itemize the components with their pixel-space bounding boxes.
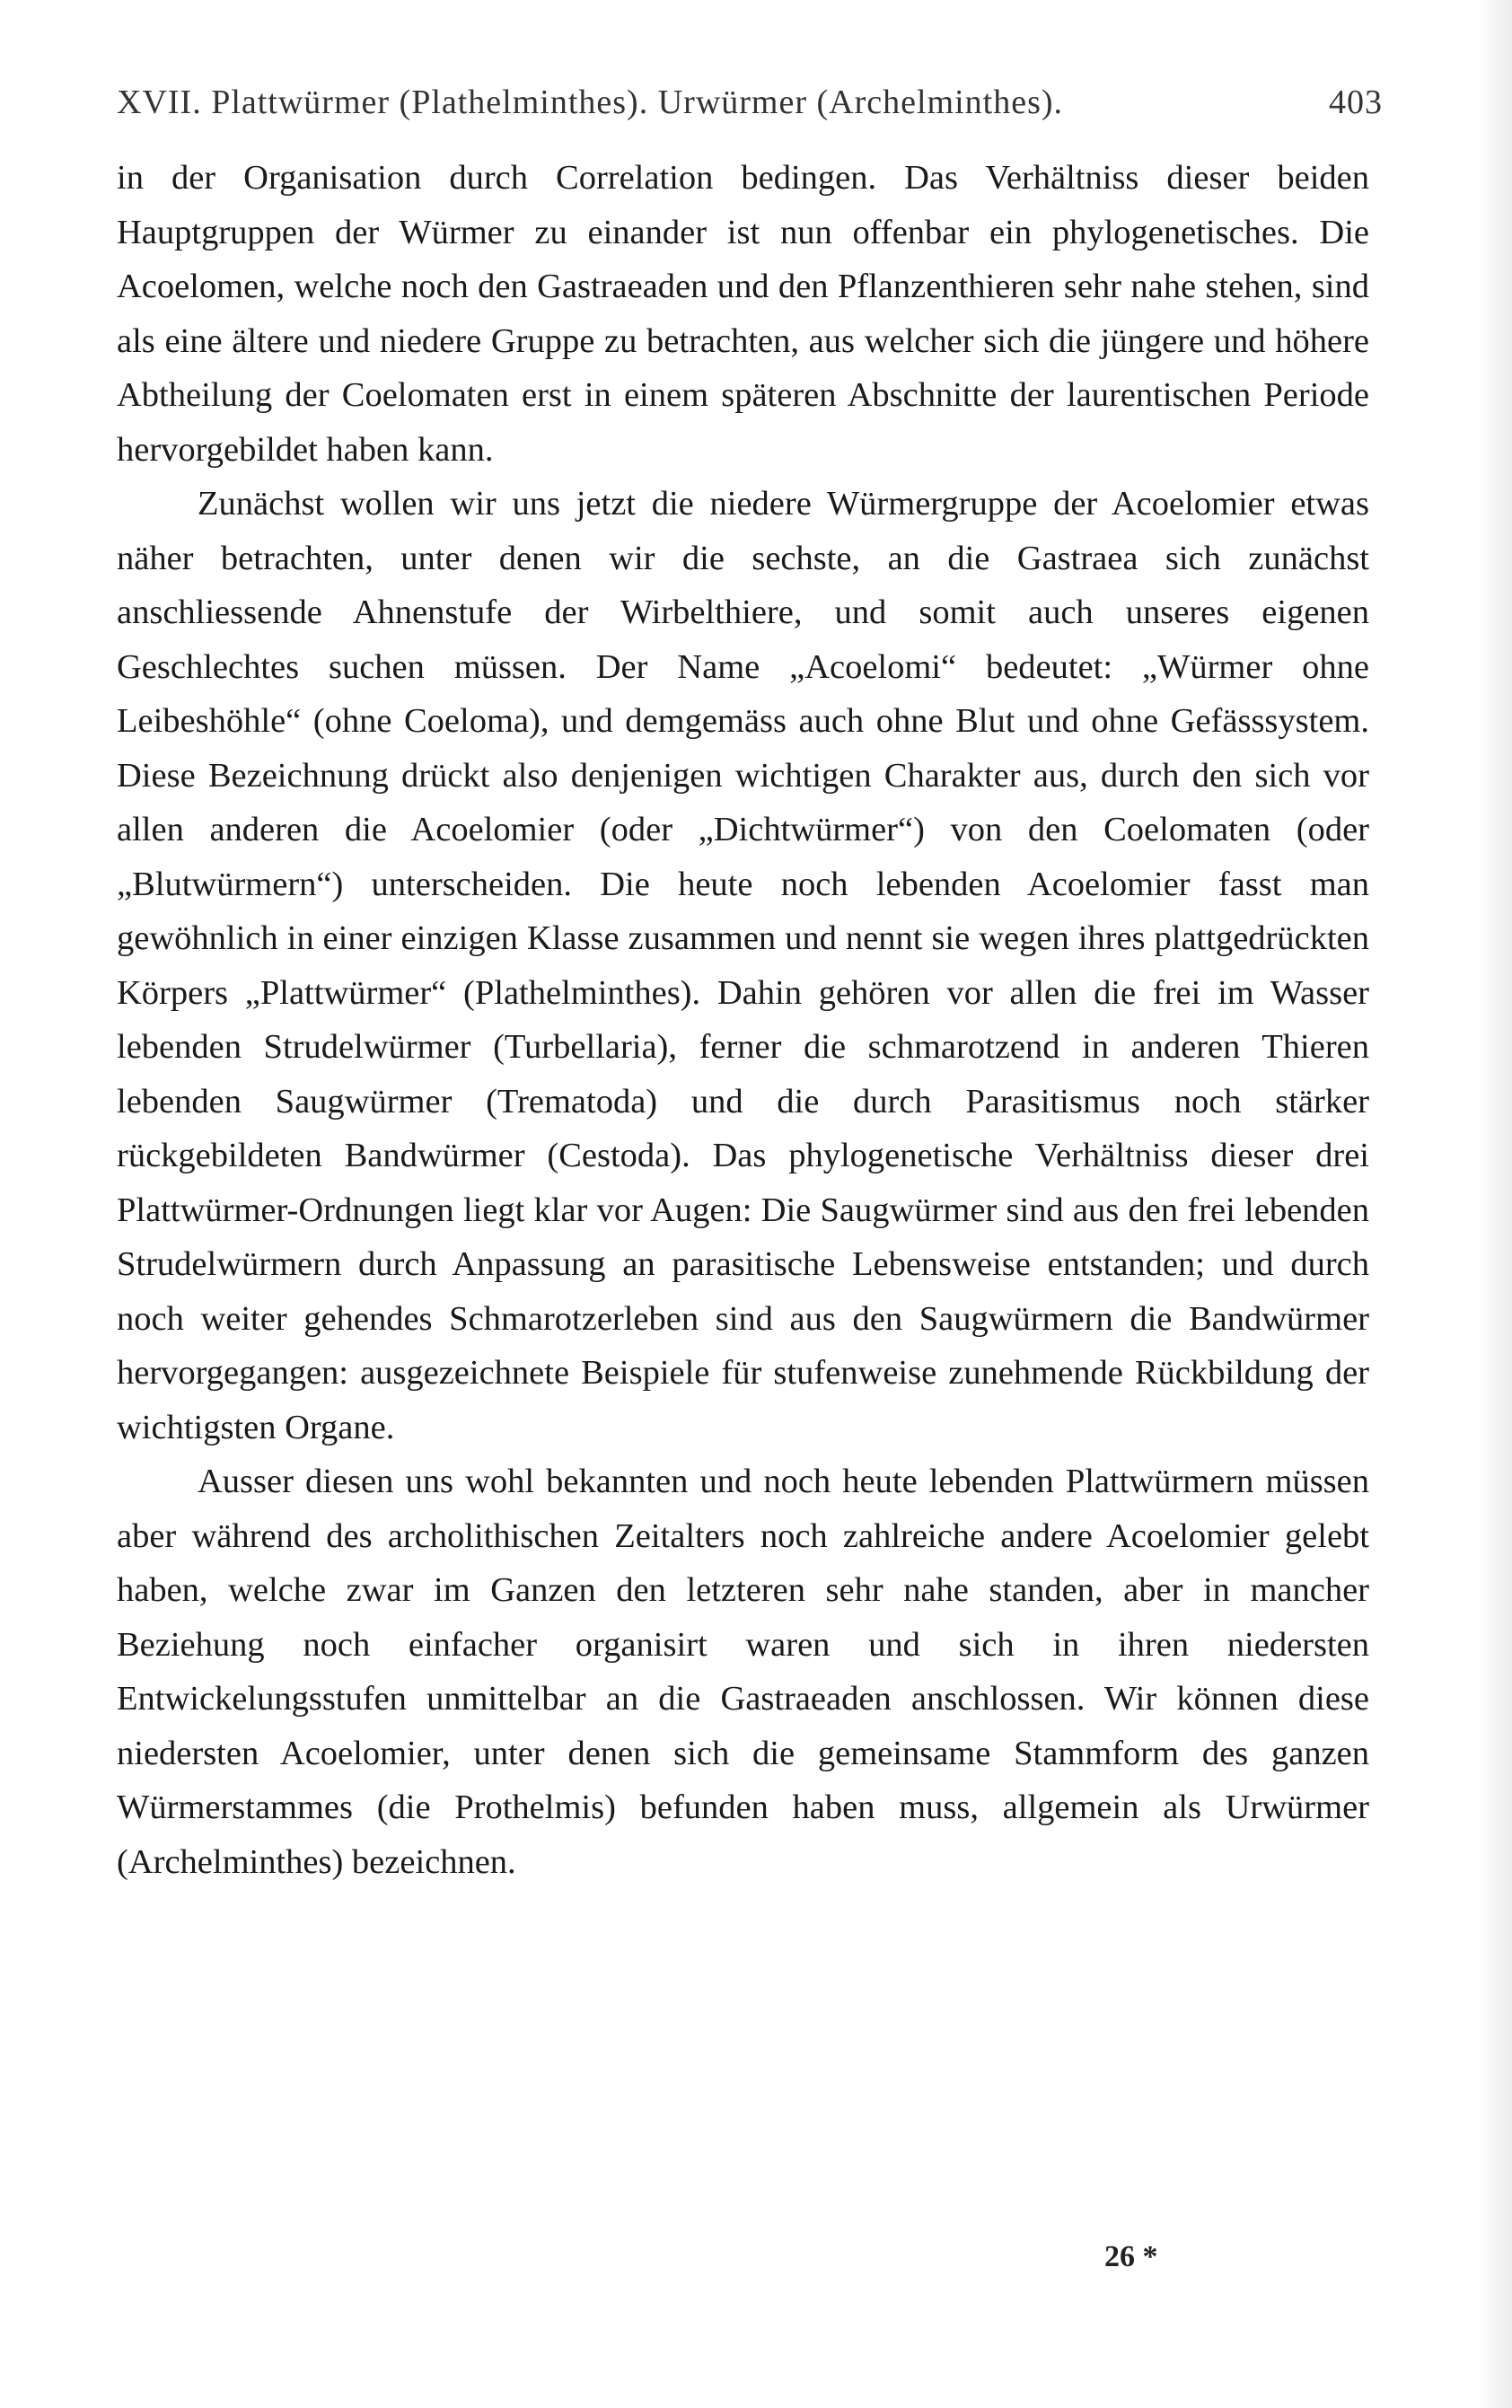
signature-mark: 26 * xyxy=(1104,2240,1158,2273)
running-head xyxy=(117,83,1383,136)
paragraph-2: Zunächst wollen wir uns jetzt die niedere Würmergruppe der Acoelomier etwas näher betrachten, unter denen wir die sechste, an die Gastraea sich zunächst anschliessende Ahnenstufe der Wirbelthiere, und somit auch unseres eigenen Geschlechtes suchen müssen. Der Name „Acoelomi“ bedeutet: „Würmer ohne Leibeshöhle“ (ohne Coeloma), und demgemäss auch ohne Blut und ohne Gefässsystem. Diese Bezeichnung drückt also denjenigen wichtigen Charakter aus, durch den sich vor allen anderen die Acoelomier (oder „Dichtwürmer“) von den Coelomaten (oder „Blutwürmern“) unterscheiden. Die heute noch lebenden Acoelomier fasst man gewöhnlich in einer einzigen Klasse zusammen und nennt sie wegen ihres plattgedrückten Körpers „Plattwürmer“ (Plathelminthes). Dahin gehören vor allen die frei im Wasser lebenden Strudelwürmer (Turbellaria), ferner die schmarotzend in anderen Thieren lebenden Saugwürmer (Trematoda) und die durch Parasitismus noch stärker rückgebildeten Bandwürmer (Cestoda). Das phylogenetische Verhältniss dieser drei Plattwürmer-Ordnungen liegt klar vor Augen: Die Saugwürmer sind aus den frei lebenden Strudelwürmern durch Anpassung an parasitische Lebensweise entstanden; und durch noch weiter gehendes Schmarotzerleben sind aus den Saugwürmern die Bandwürmer hervorgegangen: ausgezeichnete Beispiele für stufenweise zunehmende Rückbildung der wichtigsten Organe. xyxy=(117,485,1369,1446)
paragraph-3: Ausser diesen uns wohl bekannten und noch heute lebenden Plattwürmern müssen aber während des archolithischen Zeitalters noch zahlreiche andere Acoelomier gelebt haben, welche zwar im Ganzen den letzteren sehr nahe standen, aber in mancher Beziehung noch einfacher organisirt waren und sich in ihren niedersten Entwickelungsstufen unmittelbar an die Gastraeaden anschlossen. Wir können diese niedersten Acoelomier, unter denen sich die gemeinsame Stammform des ganzen Würmerstammes (die Prothelmis) befunden haben muss, allgemein als Urwürmer (Archelminthes) bezeichnen. xyxy=(117,1463,1369,1881)
page-number: 403 xyxy=(1329,83,1383,121)
body-text xyxy=(117,151,1369,1889)
running-head-title: XVII. Plattwürmer (Plathelminthes). Urwürmer (Archelminthes). xyxy=(117,83,1064,121)
paragraph-1: in der Organisation durch Correlation bedingen. Das Verhältniss dieser beiden Hauptgruppen der Würmer zu einander ist nun offenbar ein phylogenetisches. Die Acoelomen, welche noch den Gastraeaden und den Pflanzenthieren sehr nahe stehen, sind als eine ältere und niedere Gruppe zu betrachten, aus welcher sich die jüngere und höhere Abtheilung der Coelomaten erst in einem späteren Abschnitte der laurentischen Periode hervorgebildet haben kann. xyxy=(117,159,1369,469)
scan-edge-shadow xyxy=(1476,0,1512,2408)
